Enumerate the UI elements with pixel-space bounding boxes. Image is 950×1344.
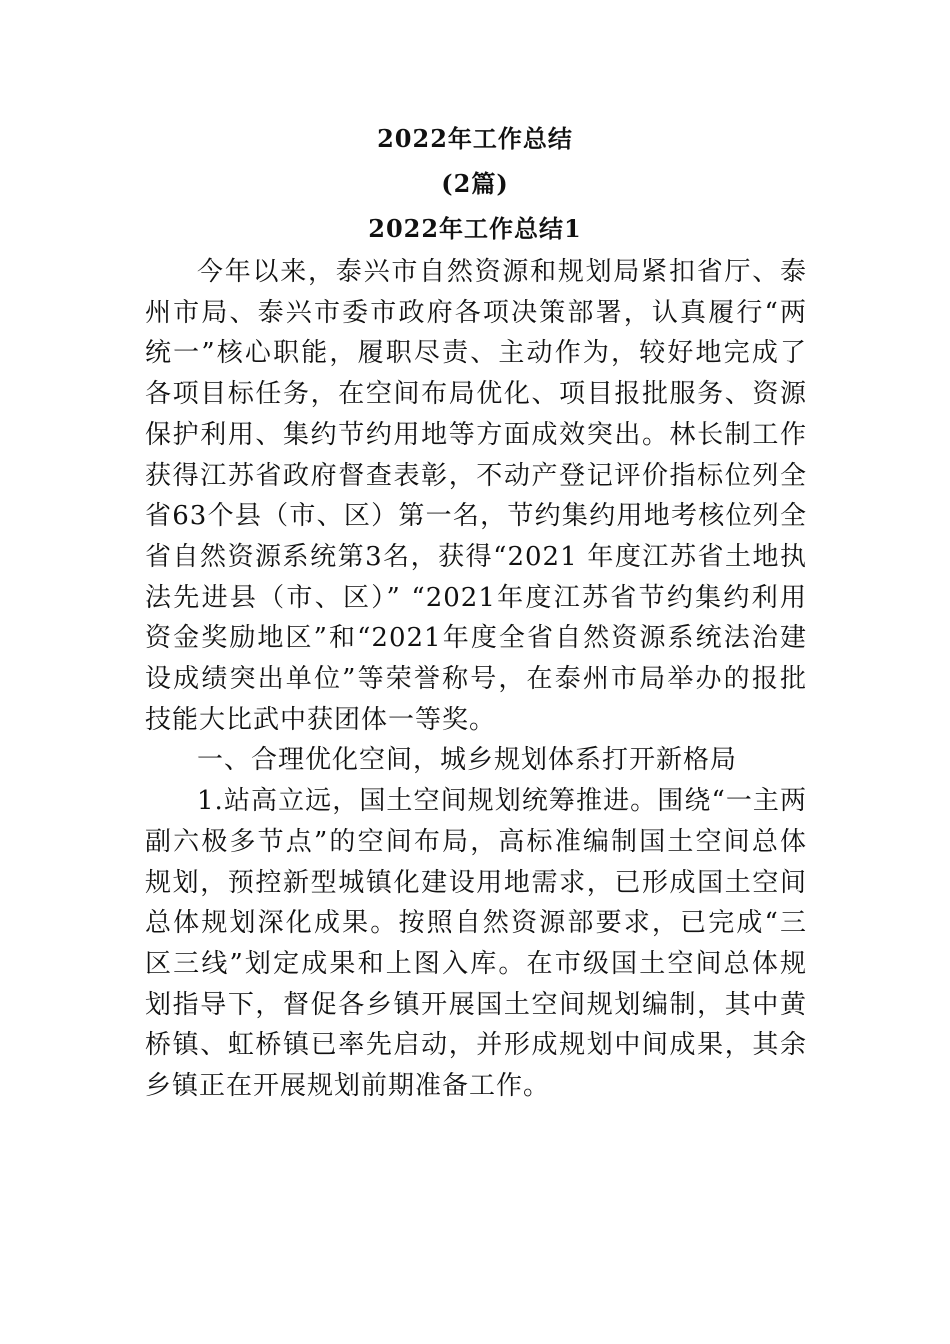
intro-paragraph: 今年以来，泰兴市自然资源和规划局紧扣省厅、泰州市局、泰兴市委市政府各项决策部署，认真履行“两统一”核心职能，履职尽责、主动作为，较好地完成了各项目标任务，在空间布局优化、项目报批服务、资源保护利用、集约节约用地等方面成效突出。林长制工作获得江苏省政府督查表彰，不动产登记评价指标位列全省63个县（市、区）第一名，节约集约用地考核位列全省自然资源系统第3名，获得“2021 年度江苏省土地执法先进县（市、区）” “2021年度江苏省节约集约利用资金奖励地区”和“2021年度全省自然资源系统法治建设成绩突出单位”等荣誉称号，在泰州市局举办的报批技能大比武中获团体一等奖。	[145, 257, 807, 735]
document-title: 2022年工作总结	[377, 124, 573, 153]
body-paragraph: 1.站高立远，国土空间规划统筹推进。围绕“一主两副六极多节点”的空间布局，高标准编制国土空间总体规划，预控新型城镇化建设用地需求，已形成国土空间总体规划深化成果。按照自然资源部要求，已完成“三区三线”划定成果和上图入库。在市级国土空间总体规划指导下，督促各乡镇开展国土空间规划编制，其中黄桥镇、虹桥镇已率先启动，并形成规划中间成果，其余乡镇正在开展规划前期准备工作。	[145, 786, 807, 1102]
document-body	[145, 252, 807, 1107]
section-title: 2022年工作总结1	[368, 214, 582, 243]
document-subtitle: (2篇)	[441, 169, 509, 198]
section-heading: 一、合理优化空间，城乡规划体系打开新格局	[197, 745, 738, 776]
